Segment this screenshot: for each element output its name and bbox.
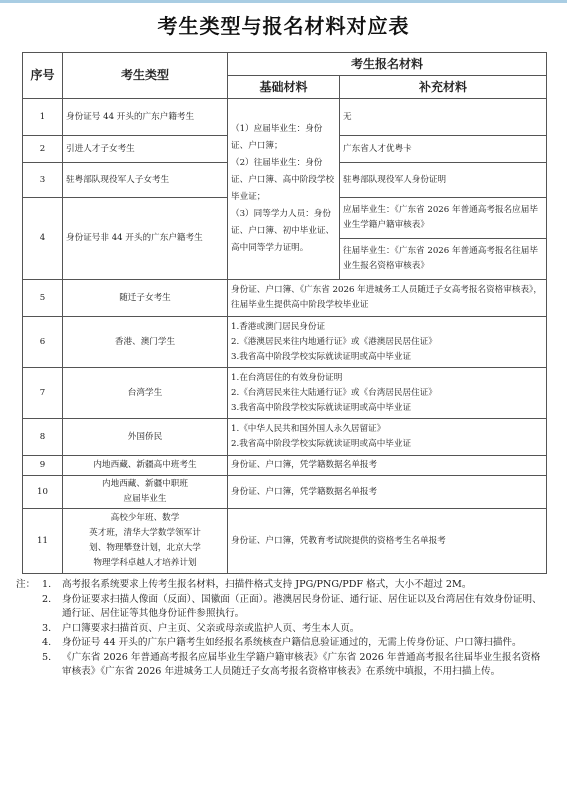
row-num: 5 (23, 280, 63, 317)
note-label: 4. (42, 637, 52, 648)
type-line: 内地西藏、新疆中职班 (102, 479, 188, 489)
row-type: 驻粤部队现役军人子女考生 (63, 163, 228, 198)
note-item (42, 622, 542, 637)
note-item (42, 636, 542, 651)
type-line: 划、物理攀登计划，北京大学 (89, 543, 201, 553)
row-type (63, 509, 228, 574)
material-line: 2.我省高中阶段学校实际就读证明或高中毕业证 (231, 439, 412, 449)
note-label: 5. (42, 651, 52, 663)
type-line: 应届毕业生 (123, 494, 167, 504)
row-merged-materials: 身份证、户口簿，凭学籍数据名单报考 (228, 476, 547, 509)
note-text: 高考报名系统要求上传考生报名材料，扫描件格式支持 JPG/PNG/PDF 格式，大小不超过 2M。 (62, 579, 472, 590)
material-line: 3.我省高中阶段学校实际就读证明或高中毕业证 (231, 351, 412, 362)
note-label: 1. (42, 579, 52, 590)
row-merged-materials (228, 419, 547, 456)
header-materials: 考生报名材料 (228, 53, 547, 76)
header-seq: 序号 (23, 53, 63, 99)
note-text: 身份证要求扫描人像面（反面）、国徽面（正面）。港澳居民身份证、通行证、居住证以及台湾居住有效身份证明、通行证、居住证等其他身份证件参照执行。 (62, 593, 542, 619)
row-num: 7 (23, 368, 63, 419)
header-type: 考生类型 (63, 53, 228, 99)
row-extra: 驻粤部队现役军人身份证明 (340, 163, 547, 198)
row-merged-materials (228, 368, 547, 419)
table-row (23, 280, 547, 317)
row-type: 身份证号 44 开头的广东户籍考生 (63, 99, 228, 136)
material-line: 1.在台湾居住的有效身份证明 (231, 372, 343, 383)
page-title: 考生类型与报名材料对应表 (157, 14, 410, 38)
row-num: 3 (23, 163, 63, 198)
note-label: 3. (42, 622, 52, 634)
row-extra-fresh: 应届毕业生：《广东省 2026 年普通高考报名应届毕业生学籍户籍审核表》 (340, 198, 547, 239)
type-line: 物理学科卓越人才培养计划 (93, 558, 197, 568)
row-merged-materials: 身份证、户口簿，凭教育考试院提供的资格考生名单报考 (228, 509, 547, 574)
base-item: （2）往届毕业生：身份证、户口簿、高中阶段学校毕业证； (231, 158, 335, 202)
row-type: 内地西藏、新疆高中班考生 (63, 456, 228, 476)
row-num: 9 (23, 456, 63, 476)
table-row (23, 99, 547, 136)
row-type: 引进人才子女考生 (63, 136, 228, 163)
row-num: 8 (23, 419, 63, 456)
note-item (42, 593, 542, 622)
material-line: 1.《中华人民共和国外国人永久居留证》 (231, 424, 386, 434)
note-text: 身份证号 44 开头的广东户籍考生如经报名系统核查户籍信息验证通过的，无需上传身份证、户口簿扫描件。 (62, 637, 522, 648)
row-num: 4 (23, 198, 63, 280)
material-line: 3.我省高中阶段学校实际就读证明或高中毕业证 (231, 402, 412, 413)
material-line: 2.《港澳居民来往内地通行证》或《港澳居民居住证》 (231, 336, 437, 347)
material-line: 2.《台湾居民来往大陆通行证》或《台湾居民居住证》 (231, 387, 437, 398)
base-item: （3）同等学力人员：身份证、户口簿、初中毕业证、高中同等学力证明。 (231, 209, 335, 253)
table-row (23, 476, 547, 509)
row-type (63, 476, 228, 509)
note-text: 户口簿要求扫描首页、户主页、父亲或母亲或监护人页、考生本人页。 (62, 622, 360, 634)
table-row (23, 509, 547, 574)
row-num: 10 (23, 476, 63, 509)
row-type: 随迁子女考生 (63, 280, 228, 317)
row-extra-prior: 往届毕业生：《广东省 2026 年普通高考报名往届毕业生报名资格审核表》 (340, 239, 547, 280)
header-extra: 补充材料 (340, 76, 547, 99)
note-text: 《广东省 2026 年普通高考报名应届毕业生学籍户籍审核表》《广东省 2026 年普通高考报名往届毕业生报名资格审核表》《广东省 2026 年进城务工人员随迁子女高考报名资格审核表》在系统中填报，不用扫描上传。 (62, 651, 541, 677)
row-merged-materials (228, 317, 547, 368)
base-item: （1）应届毕业生：身份证、户口簿； (231, 124, 323, 151)
row-num: 6 (23, 317, 63, 368)
header-row-1 (23, 53, 547, 76)
note-label: 2. (42, 593, 52, 605)
row-type: 身份证号非 44 开头的广东户籍考生 (63, 198, 228, 280)
shared-base-materials (228, 99, 340, 280)
row-type: 台湾学生 (63, 368, 228, 419)
row-type: 外国侨民 (63, 419, 228, 456)
material-line: 1.香港或澳门居民身份证 (231, 321, 326, 332)
row-num: 1 (23, 99, 63, 136)
notes-section (16, 578, 542, 680)
table-row (23, 317, 547, 368)
row-extra: 广东省人才优粤卡 (340, 136, 547, 163)
row-num: 11 (23, 509, 63, 574)
row-num: 2 (23, 136, 63, 163)
table-row (23, 419, 547, 456)
note-item (42, 651, 542, 680)
header-base: 基础材料 (228, 76, 340, 99)
materials-table (22, 52, 547, 574)
type-line: 英才班，清华大学数学领军计 (89, 528, 201, 538)
row-extra: 无 (340, 99, 547, 136)
table-row (23, 368, 547, 419)
row-merged-materials: 身份证、户口簿，凭学籍数据名单报考 (228, 456, 547, 476)
type-line: 高校少年班、数学 (110, 513, 180, 523)
notes-prefix: 注： (16, 579, 36, 590)
note-item (16, 578, 542, 593)
table-row (23, 456, 547, 476)
row-merged-materials: 身份证、户口簿、《广东省 2026 年进城务工人员随迁子女高考报名资格审核表》，往届毕业生提供高中阶段学校毕业证 (228, 280, 547, 317)
row-type: 香港、澳门学生 (63, 317, 228, 368)
